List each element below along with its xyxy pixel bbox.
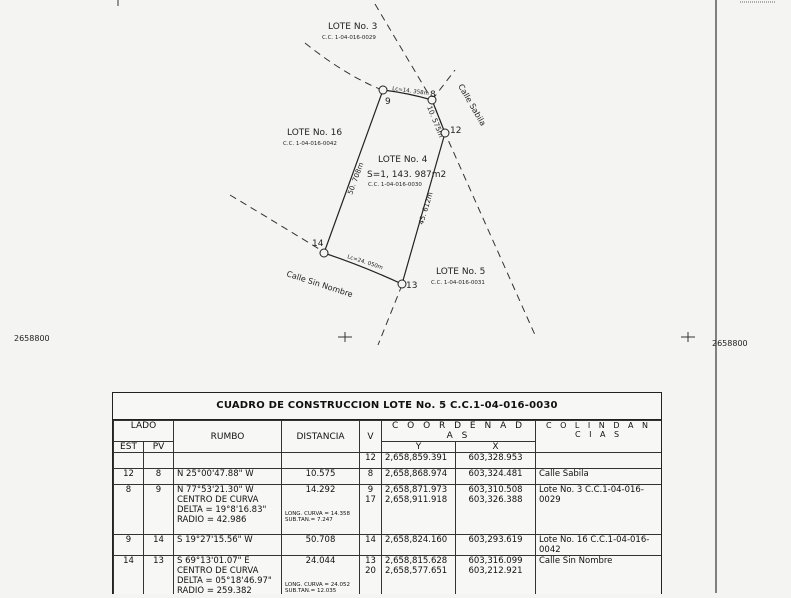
dim-right: 45. 612m bbox=[417, 191, 435, 226]
table-row: 12 8 N 25°00'47.88" W 10.575 8 2,658,868.974 603,324.481 Calle Sabila bbox=[114, 469, 662, 485]
lote3-cc: C.C. 1-04-016-0029 bbox=[322, 35, 376, 41]
lote4-label: LOTE No. 4 bbox=[378, 155, 428, 165]
lote4-area: S=1, 143. 987m2 bbox=[367, 170, 447, 180]
header-coordenadas: C O O R D E N A D A S bbox=[382, 421, 536, 442]
vertex-13 bbox=[398, 280, 406, 288]
boundary-lote3 bbox=[305, 43, 382, 90]
dim-bottom: Lc=24. 050m bbox=[346, 254, 384, 272]
lote4-cc: C.C. 1-04-016-0030 bbox=[368, 182, 422, 188]
boundary-lote16 bbox=[230, 195, 324, 252]
header-est: EST bbox=[114, 442, 144, 453]
lote5-cc: C.C. 1-04-016-0031 bbox=[431, 280, 485, 286]
lote5-label: LOTE No. 5 bbox=[436, 267, 486, 277]
header-v: V bbox=[360, 421, 382, 453]
vertex-14 bbox=[320, 249, 328, 257]
dim-left: 50. 708m bbox=[346, 161, 366, 196]
coord-left: 2658800 bbox=[14, 334, 50, 343]
vertex-label-8: 8 bbox=[430, 90, 436, 100]
lote3-label: LOTE No. 3 bbox=[328, 22, 378, 32]
header-x: X bbox=[456, 442, 536, 453]
table-row: 8 9 N 77°53'21.30" W CENTRO DE CURVA DELTA = 19°8'16.83" RADIO = 42.986 14.292 LONG. CURVA = 14.358 SUB.TAN.= 7.247 9 17 2,658,871.973 2,658,911.918 603,310.508 603,326.388 Lote No. 3 C.C.1-04-016-0029 bbox=[114, 485, 662, 535]
street-calle-sabila: Calle Sabila bbox=[456, 82, 488, 128]
header-y: Y bbox=[382, 442, 456, 453]
dim-top: Lc=14. 358m bbox=[391, 86, 430, 98]
vertex-label-13: 13 bbox=[406, 281, 418, 291]
table-row: 12 2,658,859.391 603,328.953 bbox=[114, 453, 662, 469]
header-lado: LADO bbox=[114, 421, 174, 442]
table-row: 9 14 S 19°27'15.56" W 50.708 14 2,658,824.160 603,293.619 Lote No. 16 C.C.1-04-016-0042 bbox=[114, 535, 662, 556]
boundary-south bbox=[378, 285, 402, 345]
table-header-row bbox=[114, 421, 662, 442]
vertex-label-9: 9 bbox=[385, 97, 391, 107]
street-calle-sin-nombre: Calle Sin Nombre bbox=[285, 269, 354, 300]
table-title: CUADRO DE CONSTRUCCION LOTE No. 5 C.C.1-04-016-0030 bbox=[113, 393, 661, 420]
vertex-9 bbox=[379, 86, 387, 94]
lote16-label: LOTE No. 16 bbox=[287, 128, 343, 138]
header-pv: PV bbox=[144, 442, 174, 453]
lote16-cc: C.C. 1-04-016-0042 bbox=[283, 141, 337, 147]
header-rumbo: RUMBO bbox=[174, 421, 282, 453]
header-distancia: DISTANCIA bbox=[282, 421, 360, 453]
vertex-label-14: 14 bbox=[312, 239, 324, 249]
coord-right: 2658800 bbox=[712, 339, 748, 348]
header-colindancias: C O L I N D A N C I A S bbox=[536, 421, 662, 453]
construction-table bbox=[112, 392, 662, 594]
dim-short: 10. 575m bbox=[425, 104, 446, 139]
vertex-label-12: 12 bbox=[450, 126, 462, 136]
table-row: 14 13 S 69°13'01.07" E CENTRO DE CURVA DELTA = 05°18'46.97" RADIO = 259.382 24.044 LONG. CURVA = 24.052 SUB.TAN.= 12.035 13 20 2,658,815.628 2,658,577.651 603,316.099 603,212.921 Calle Sin Nombre bbox=[114, 556, 662, 595]
